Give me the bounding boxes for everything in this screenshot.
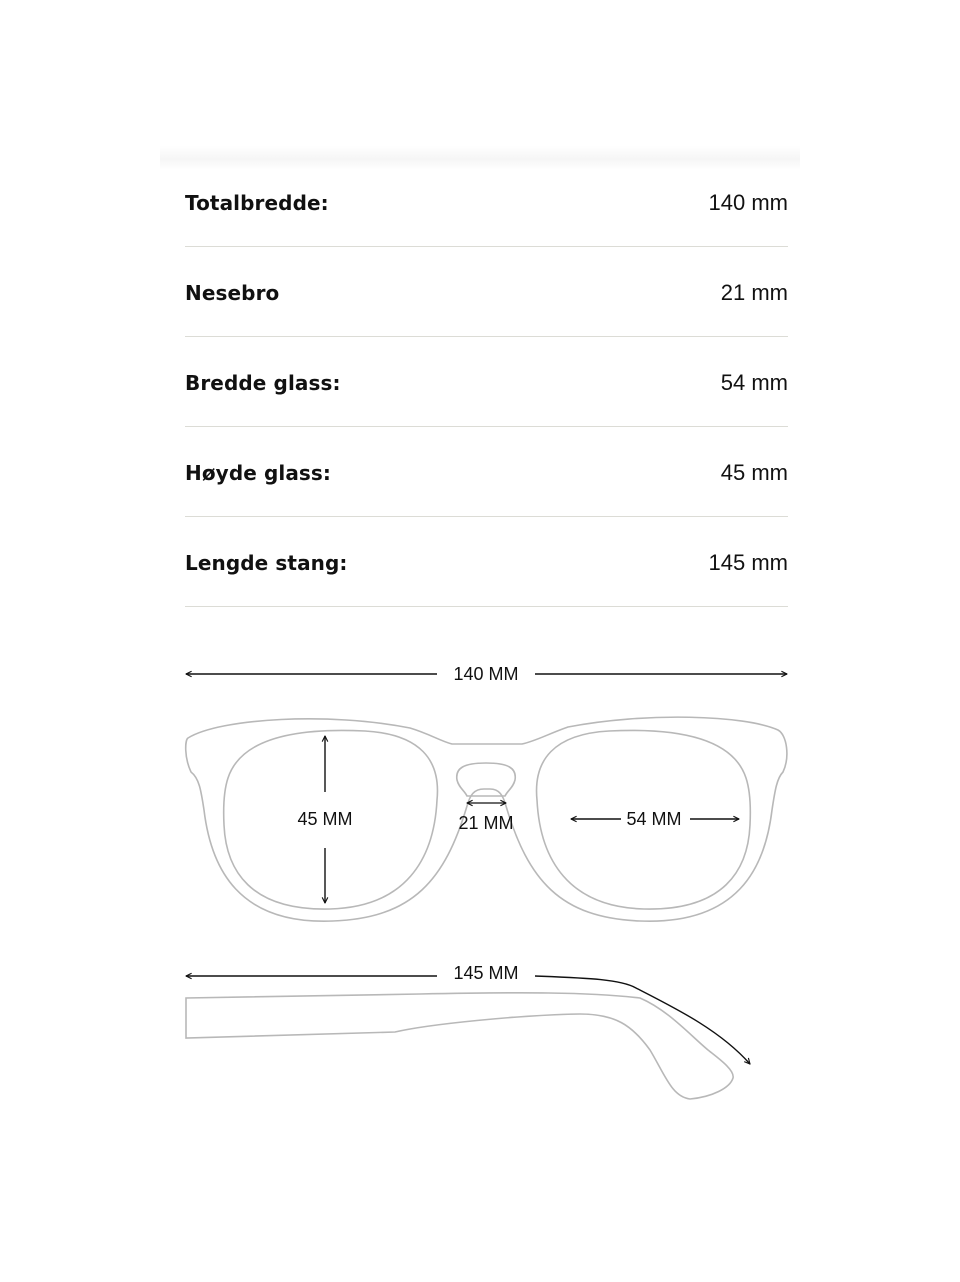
lens-width-label: 54 MM [626,809,682,829]
nose-bridge-outline [457,763,516,796]
total-width-dimension [186,664,787,684]
temple-length-arrow-right [535,976,750,1064]
spec-label: Bredde glass: [185,370,341,395]
lens-width-dimension [571,809,739,829]
total-width-label: 140 MM [453,664,519,684]
bridge-label: 21 MM [458,813,514,833]
temple-length-label: 145 MM [453,963,519,983]
spec-value: 140 mm [708,190,788,215]
spec-label: Nesebro [185,280,280,305]
spec-value: 21 mm [720,279,788,305]
spec-label: Totalbredde: [185,191,329,215]
lens-height-label: 45 MM [297,809,353,829]
spec-label: Høyde glass: [185,460,332,485]
lens-height-dimension [297,736,352,903]
spec-value: 54 mm [720,369,788,395]
spec-value: 145 mm [708,549,788,575]
temple-arm-outline [186,993,733,1099]
spec-value: 45 mm [720,459,788,485]
spec-label: Lengde stang: [185,550,348,575]
